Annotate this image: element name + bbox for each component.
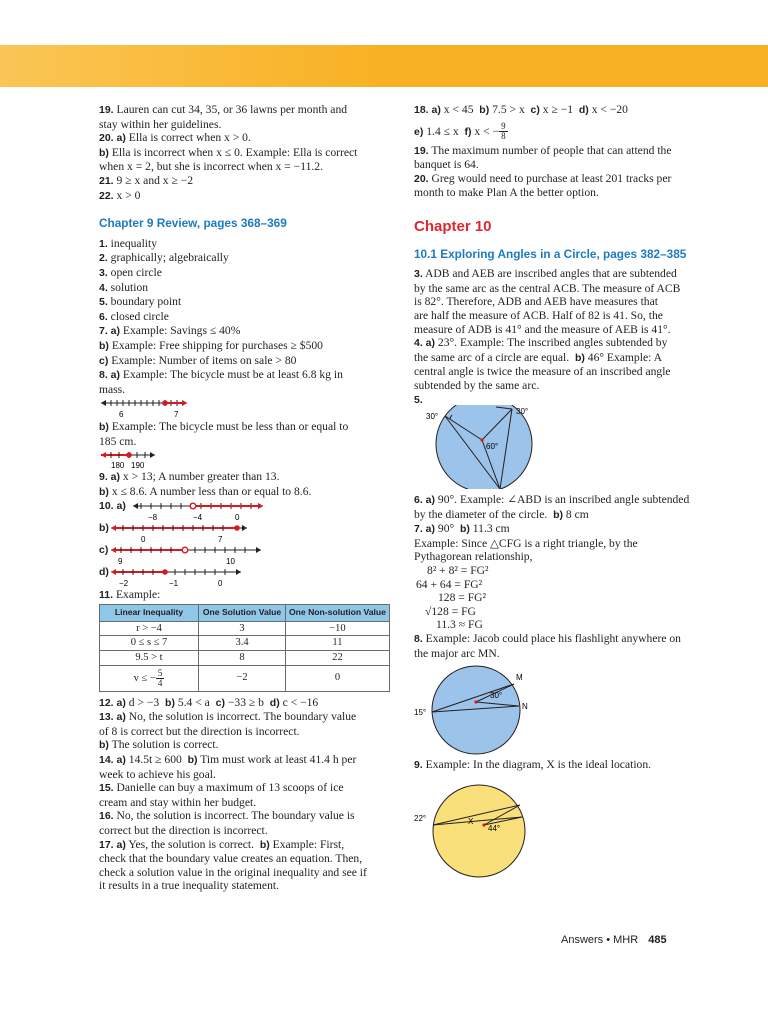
answer-18ef: e) 1.4 ≤ x f) x < − $\frac{9}{8}$ (414, 121, 506, 142)
review-10b: b) 0 7 (99, 522, 391, 544)
review-heading: Chapter 9 Review, pages 368–369 (99, 216, 287, 231)
answer-9: 9. Example: In the diagram, X is the ideal location. (414, 758, 652, 772)
review-2: 2. graphically; algebraically (99, 251, 229, 265)
answer-3-line: measure of ADB is 41° and the measure of AEB is 41°. (414, 322, 671, 336)
review-9a: 9. a) x > 13; A number greater than 13. (99, 470, 280, 484)
answer-8: 8. Example: Jacob could place his flashlight anywhere on (414, 632, 681, 646)
table-row (100, 636, 390, 651)
circle-diagram-5 (414, 405, 564, 489)
answer-7-line: Example: Since △CFG is a right triangle, by the (414, 536, 638, 550)
table-cell: v ≤ − $\frac{5}{4}$ (100, 665, 199, 691)
answer-19r: 19. The maximum number of people that can attend the (414, 143, 672, 157)
nl10d-label-0: 0 (218, 578, 223, 588)
answer-7: 7. a) 90° b) 11.3 cm (414, 522, 510, 536)
review-10c: c) 9 10 (99, 544, 391, 566)
review-9b: b) x ≤ 8.6. A number less than or equal to 8.6. (99, 485, 312, 499)
review-13b: b) The solution is correct. (99, 738, 219, 752)
nl10d-label-m1: −1 (169, 578, 179, 588)
circle-diagram-8 (414, 662, 564, 756)
number-line-8b (99, 448, 219, 470)
table-cell: 9.5 > t (100, 651, 199, 666)
angle-label: 30° (426, 412, 439, 422)
review-8b-cont: 185 cm. (99, 434, 137, 448)
nl10a-label-m4: −4 (193, 512, 203, 522)
angle-label: 15° (414, 708, 427, 718)
review-14-cont: week to achieve his goal. (99, 767, 216, 781)
table-cell: −10 (286, 621, 390, 636)
number-line-10c (109, 544, 269, 566)
answer-19-cont: stay within her guidelines. (99, 117, 222, 131)
review-10a: 10. a) −8 −4 0 (99, 500, 391, 522)
table-cell: 8 (199, 651, 286, 666)
table-header: One Solution Value (199, 605, 286, 622)
answer-20a: 20. a) Ella is correct when x > 0. (99, 131, 251, 145)
review-15-cont: cream and stay within her budget. (99, 795, 257, 809)
answer-21: 21. 9 ≥ x and x ≥ −2 (99, 173, 194, 187)
review-4: 4. solution (99, 280, 149, 294)
number-line-10b (109, 522, 259, 544)
review-14: 14. a) 14.5t ≥ 600 b) Tim must work at least 41.4 h per (99, 753, 357, 766)
review-13a-cont: of 8 is correct but the direction is incorrect. (99, 724, 300, 738)
nl10c-label-10: 10 (226, 556, 235, 566)
number-line-10a (131, 500, 271, 522)
table-cell: 11 (286, 636, 390, 651)
review-16: 16. No, the solution is incorrect. The boundary value is (99, 809, 355, 823)
review-1: 1. inequality (99, 236, 158, 250)
review-5: 5. boundary point (99, 295, 182, 309)
equation-line: 11.3 ≈ FG (436, 618, 483, 632)
table-row (100, 621, 390, 636)
table-cell: −2 (199, 665, 286, 691)
answer-3-line: are half the measure of ACB. Half of 82 is 41. So, the (414, 308, 663, 322)
answer-4b-cont1: central angle is twice the measure of an inscribed angle (414, 365, 671, 379)
chapter-heading: Chapter 10 (414, 217, 492, 235)
nl10c-label-9: 9 (118, 556, 123, 566)
table-cell: 3 (199, 621, 286, 636)
nl10b-label-0: 0 (141, 534, 146, 544)
table-header: One Non-solution Value (286, 605, 390, 622)
answer-19r-cont: banquet is 64. (414, 158, 479, 172)
table-cell: 3.4 (199, 636, 286, 651)
number-line-10d (109, 566, 249, 588)
point-label: M (516, 673, 523, 683)
table-cell: 0 (286, 665, 390, 691)
review-17: 17. a) Yes, the solution is correct. b) Example: First, (99, 837, 345, 851)
answer-4a-cont: the same arc of a circle are equal. b) 46° Example: A (414, 350, 662, 364)
right-column (414, 103, 704, 879)
equation-line: 64 + 64 = FG² (416, 577, 483, 591)
answer-20b: b) Ella is incorrect when x ≤ 0. Example: Ella is correct (99, 145, 358, 159)
review-15: 15. Danielle can buy a maximum of 13 scoops of ice (99, 781, 344, 795)
review-8a-cont: mass. (99, 382, 126, 396)
answer-6a: 6. a) 90°. Example: ∠ABD is an inscribed angle subtended (414, 493, 690, 507)
table-cell: 0 ≤ s ≤ 7 (100, 636, 199, 651)
answer-20r-cont: month to make Plan A the better option. (414, 186, 599, 200)
table-row (100, 665, 390, 691)
number-line-8a (99, 396, 219, 420)
answer-22: 22. x > 0 (99, 188, 141, 202)
nl10d-label-m2: −2 (119, 578, 129, 588)
equation-line: 128 = FG² (438, 591, 487, 605)
angle-label: 44° (488, 823, 501, 833)
review-7b: b) Example: Free shipping for purchases ≥ $500 (99, 338, 323, 352)
answer-6-cont: by the diameter of the circle. b) 8 cm (414, 507, 589, 521)
review-10d: d) −2 −1 0 (99, 566, 391, 588)
review-17-cont3: it results in a true inequality statement. (99, 879, 279, 893)
answer-20r: 20. Greg would need to purchase at least 201 tracks per (414, 171, 672, 185)
table-cell: 22 (286, 651, 390, 666)
review-7c: c) Example: Number of items on sale > 80 (99, 353, 297, 367)
review-17-cont1: check that the boundary value creates an equation. Then, (99, 852, 363, 866)
answer-19: 19. Lauren can cut 34, 35, or 36 lawns per month and (99, 103, 348, 116)
table-header: Linear Inequality (100, 605, 199, 622)
point-label: N (522, 702, 528, 712)
answer-3: 3. ADB and AEB are inscribed angles that are subtended (414, 267, 677, 281)
answer-5: 5. (414, 393, 423, 406)
angle-label: 60° (486, 442, 499, 452)
section-heading: 10.1 Exploring Angles in a Circle, pages 382–385 (414, 246, 687, 261)
circle-diagram-9 (414, 783, 564, 879)
equation-line: 8² + 8² = FG² (427, 564, 489, 578)
review-8b: b) Example: The bicycle must be less than or equal to (99, 420, 349, 434)
review-13a: 13. a) No, the solution is incorrect. The boundary value (99, 710, 357, 724)
header-banner-highlight (0, 45, 380, 87)
nl8a-label-6: 6 (119, 410, 124, 420)
nl8b-label-180: 180 (111, 461, 125, 471)
point-label: X (468, 816, 474, 826)
fraction: $\frac{5}{4}$ (157, 667, 163, 688)
review-16-cont: correct but the direction is incorrect. (99, 823, 268, 837)
review-12: 12. a) d > −3 b) 5.4 < a c) −33 ≥ b d) c < −16 (99, 695, 319, 709)
review-17-cont2: check a solution value in the original inequality and see if (99, 865, 367, 879)
nl10b-label-7: 7 (218, 534, 223, 544)
table-cell: r > −4 (100, 621, 199, 636)
review-6: 6. closed circle (99, 309, 169, 323)
answer-4b-cont2: subtended by the same arc. (414, 378, 540, 392)
equation-line: √128 = FG (425, 604, 476, 618)
review-3: 3. open circle (99, 265, 162, 279)
answer-7-line: Pythagorean relationship, (414, 550, 533, 564)
review-11: 11. Example: (99, 587, 161, 601)
left-column (99, 103, 391, 893)
table-row (100, 651, 390, 666)
page-footer (561, 934, 711, 946)
answer-3-line: by the same arc as the central ACB. The measure of ACB (414, 281, 681, 295)
answer-3-line: is 82°. Therefore, ADB and AEB have measures that (414, 295, 658, 309)
angle-label: 22° (414, 813, 427, 823)
angle-label: 30° (490, 691, 503, 701)
review-8a: 8. a) Example: The bicycle must be at least 6.8 kg in (99, 368, 343, 382)
answer-4a: 4. a) 23°. Example: The inscribed angles subtended by (414, 336, 668, 350)
nl8b-label-190: 190 (131, 461, 145, 471)
nl8a-label-7: 7 (174, 410, 179, 420)
footer-text: Answers • MHR (561, 934, 639, 946)
review-7a: 7. a) Example: Savings ≤ 40% (99, 324, 241, 338)
nl10a-label-0: 0 (235, 512, 240, 522)
answer-18: 18. a) x < 45 b) 7.5 > x c) x ≥ −1 d) x < −20 (414, 103, 628, 116)
fraction: $\frac{9}{8}$ (501, 121, 506, 142)
angle-label: 30° (516, 407, 529, 417)
nl10a-label-m8: −8 (148, 512, 158, 522)
solution-table (99, 604, 390, 691)
page-number: 485 (648, 934, 667, 946)
table-header-row (100, 605, 390, 622)
answer-20b-cont: when x = 2, but she is incorrect when x = −11.2. (99, 160, 323, 174)
answer-8-cont: the major arc MN. (414, 646, 500, 660)
